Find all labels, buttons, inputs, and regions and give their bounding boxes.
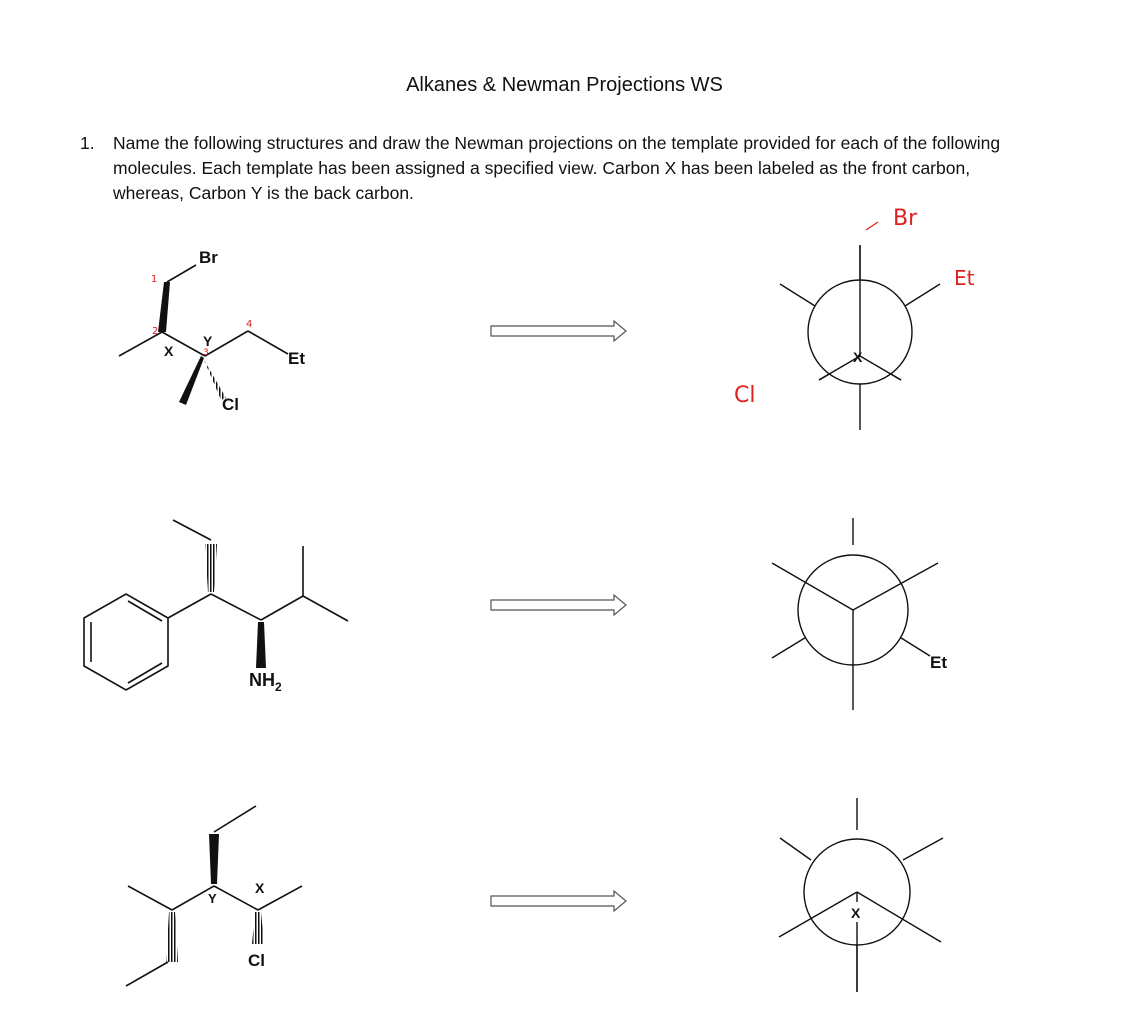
- back-bond: [780, 838, 811, 860]
- carbon-x-label: X: [164, 343, 174, 359]
- bond: [214, 806, 256, 832]
- bond: [258, 886, 302, 910]
- handwritten-et: Et: [954, 266, 975, 290]
- carbon-x-label: X: [255, 880, 265, 896]
- handwritten-mark: [866, 222, 878, 230]
- back-bond: [898, 636, 930, 656]
- reaction-arrow: [491, 891, 626, 911]
- bond: [167, 265, 196, 282]
- bond: [214, 886, 258, 910]
- newman-projection-1: [780, 245, 940, 430]
- bond: [303, 596, 348, 621]
- hash-bond: [252, 912, 264, 944]
- back-bond: [772, 636, 808, 658]
- handwritten-cl: Cl: [734, 383, 756, 408]
- wedge-bond: [179, 356, 204, 405]
- newman2-et-label: Et: [930, 653, 947, 672]
- hash-bond: [205, 544, 217, 592]
- back-bond: [905, 284, 940, 306]
- carbon-number-3: 3: [203, 348, 209, 358]
- carbon-y-label: Y: [203, 333, 213, 349]
- wedge-bond: [158, 282, 170, 332]
- bond: [128, 886, 172, 910]
- back-bond: [903, 838, 943, 860]
- wedge-bond: [209, 834, 219, 884]
- reaction-arrow: [491, 321, 626, 341]
- newman1-x-label: X: [853, 349, 863, 365]
- hash-bond: [166, 912, 178, 962]
- hash-bond: [204, 360, 226, 400]
- newman-projection-3: [779, 798, 943, 992]
- newman3-x-label: X: [851, 905, 861, 921]
- worksheet-title: Alkanes & Newman Projections WS: [406, 74, 723, 96]
- handwritten-br: Br: [893, 206, 918, 231]
- bond: [126, 962, 168, 986]
- newman-projection-2: [772, 518, 938, 710]
- molecule-2: [84, 520, 348, 690]
- wedge-bond: [256, 622, 266, 668]
- carbon-number-4: 4: [246, 319, 253, 330]
- bond: [173, 520, 211, 540]
- bond: [261, 596, 303, 620]
- carbon-y-label: Y: [208, 891, 217, 906]
- nh2-label: $NH_2$: [249, 670, 282, 694]
- bond: [211, 594, 261, 620]
- bond: [248, 331, 288, 354]
- cl-label: Cl: [248, 951, 265, 970]
- question-text: Name the following structures and draw the Newman projections on the template provided for each of the following molecules. Each template has been assigned a specified view. Carbon X has been labeled as the front carbon, whereas, Carbon Y is the back carbon.: [113, 133, 1001, 203]
- carbon-number-1: 1: [151, 274, 158, 285]
- bond: [168, 594, 211, 618]
- question-number: 1.: [80, 133, 95, 153]
- cl-label: Cl: [222, 395, 239, 414]
- benzene-ring: [84, 594, 168, 690]
- et-label: Et: [288, 349, 305, 368]
- br-label: Br: [199, 248, 218, 267]
- back-bond: [780, 284, 815, 306]
- reaction-arrow: [491, 595, 626, 615]
- carbon-number-2: 2: [152, 326, 159, 337]
